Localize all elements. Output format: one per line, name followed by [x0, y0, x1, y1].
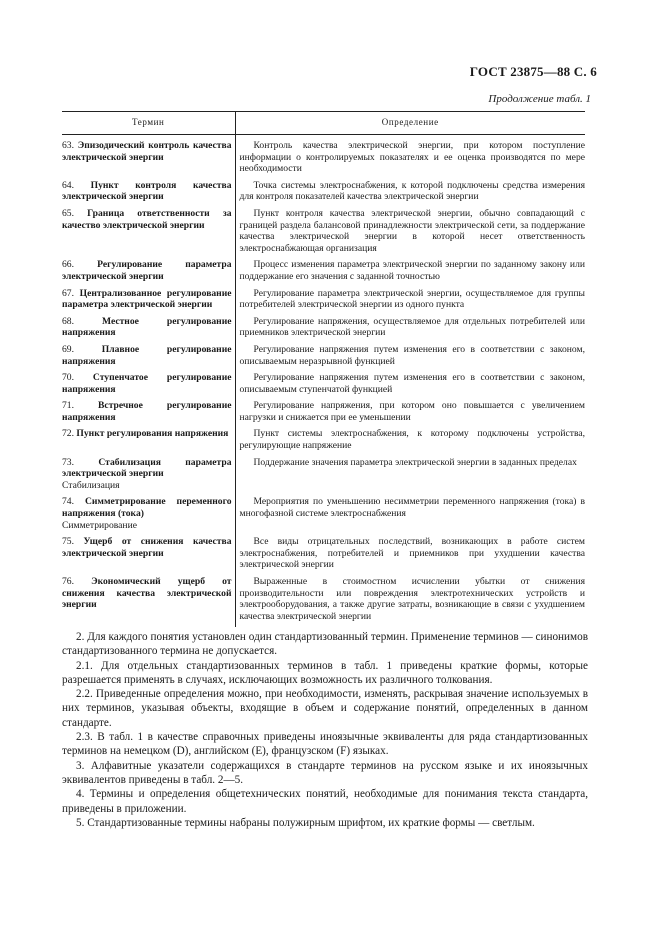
column-header-term: Термин	[62, 112, 235, 135]
term-number: 68.	[62, 315, 74, 327]
term-name: Симметрирование переменного напряжения (тока)	[62, 496, 232, 520]
note-paragraph: 2. Для каждого понятия установлен один стандартизованный термин. Применение терминов — синонимов стандартизованного термина не допускается.	[62, 631, 588, 658]
table-row	[62, 457, 585, 497]
definition-cell: Регулирование напряжения путем изменения его в соответствии с законом, описываемым неразрывной функцией	[239, 343, 585, 367]
term-cell	[62, 316, 235, 344]
definition-cell: Мероприятия по уменьшению несимметрии переменного напряжения (тока) в многофазной системе электроснабжения	[239, 496, 585, 520]
term-cell	[62, 288, 235, 316]
definition-cell: Регулирование напряжения, при котором оно повышается с увеличением нагрузки и снижается при ее уменьшении	[239, 400, 585, 423]
term-name: Централизованное регулирование параметра электрической энергии	[62, 287, 232, 311]
term-name: Стабилизация параметра электрической энергии	[62, 456, 232, 480]
term-number: 76.	[62, 576, 74, 587]
definition-cell: Регулирование напряжения путем изменения его в соответствии с законом, описываемым ступенчатой функцией	[239, 372, 585, 395]
term-number: 63.	[62, 140, 74, 151]
term-number: 67.	[62, 287, 74, 299]
definition-cell: Поддержание значения параметра электрической энергии в заданных пределах	[253, 456, 577, 468]
term-cell	[62, 208, 235, 259]
term-name: Местное регулирование напряжения	[62, 315, 232, 339]
table-row	[62, 400, 585, 428]
table-continuation-label: Продолжение табл. 1	[488, 93, 591, 105]
term-cell	[62, 135, 235, 180]
term-name: Встречное регулирование напряжения	[62, 400, 232, 423]
note-paragraph: 2.3. В табл. 1 в качестве справочных приведены иноязычные эквиваленты для ряда стандартизованных терминов на немецком (D), английском (E), французском (F) языках.	[62, 731, 588, 758]
term-short-form: Симметрирование	[62, 519, 137, 531]
table-row	[62, 288, 585, 316]
table-header-row	[62, 112, 585, 135]
definition-cell: Регулирование напряжения, осуществляемое для отдельных потребителей или приемников электрической энергии	[239, 315, 585, 339]
term-name: Регулирование параметра электрической энергии	[62, 259, 232, 282]
term-name: Пункт регулирования напряжения	[76, 428, 229, 440]
terms-table	[62, 111, 585, 627]
term-number: 73.	[62, 456, 74, 468]
term-name: Эпизодический контроль качества электрической энергии	[62, 140, 232, 163]
table-row	[62, 536, 585, 576]
definition-cell: Пункт системы электроснабжения, к которому подключены устройства, регулирующие напряжение	[239, 428, 585, 452]
table-row	[62, 180, 585, 208]
table-row	[62, 428, 585, 456]
term-cell	[62, 496, 235, 536]
definition-cell: Пункт контроля качества электрической энергии, обычно совпадающий с границей раздела балансовой принадлежности электрической сети, за поддержание качества электрической энергии в которой несет ответственность электроснабжающая организация	[239, 207, 585, 254]
table-row	[62, 344, 585, 372]
table-row	[62, 576, 585, 627]
table-row	[62, 259, 585, 287]
document-header: ГОСТ 23875—88 С. 6	[469, 64, 597, 79]
table-row	[62, 372, 585, 400]
table-row	[62, 135, 585, 180]
term-number: 70.	[62, 372, 74, 384]
term-cell	[62, 428, 235, 456]
definition-cell: Все виды отрицательных последствий, возникающих в работе систем электроснабжения, потребителей и приемников при ухудшении качества электрической энергии	[239, 536, 585, 571]
definition-cell: Процесс изменения параметра электрической энергии по заданному закону или поддержание его значения с заданной точностью	[239, 259, 585, 282]
term-number: 65.	[62, 207, 74, 219]
term-cell	[62, 457, 235, 497]
term-cell	[62, 259, 235, 287]
term-cell	[62, 536, 235, 576]
term-name: Ступенчатое регулирование напряжения	[62, 372, 232, 395]
note-paragraph: 4. Термины и определения общетехнических понятий, необходимые для понимания текста стандарта, приведены в приложении.	[62, 788, 588, 815]
column-header-definition: Определение	[235, 112, 585, 135]
terms-table-body	[62, 135, 585, 628]
term-number: 64.	[62, 179, 74, 191]
term-number: 66.	[62, 259, 74, 271]
definition-cell: Контроль качества электрической энергии, при котором поступление информации о контролируемых показателях и ее оценка производятся по мере необходимости	[239, 140, 585, 175]
definition-cell: Выраженные в стоимостном исчислении убытки от снижения производительности или повреждения электротехнических устройств и электрооборудования, а также другие затраты, возникающие в связи с ухудшением качества электрической энергии	[239, 576, 585, 622]
note-paragraph: 2.2. Приведенные определения можно, при необходимости, изменять, раскрывая значение используемых в них терминов, указывая объекты, входящие в объем и содержание понятий, определенных в данном стандарте.	[62, 688, 588, 729]
definition-cell: Точка системы электроснабжения, к которой подключены средства измерения для контроля показателей качества электрической энергии	[239, 179, 585, 203]
term-cell	[62, 372, 235, 400]
term-name: Ущерб от снижения качества электрической энергии	[62, 536, 232, 559]
table-row	[62, 496, 585, 536]
notes-section	[62, 630, 588, 830]
term-name: Плавное регулирование напряжения	[62, 343, 232, 367]
table-row	[62, 316, 585, 344]
table-row	[62, 208, 585, 259]
term-number: 69.	[62, 343, 74, 355]
term-number: 72.	[62, 428, 74, 440]
term-number: 74.	[62, 496, 74, 508]
note-paragraph: 3. Алфавитные указатели содержащихся в стандарте терминов на русском языке и их иноязычных эквивалентов приведены в табл. 2—5.	[62, 759, 588, 786]
term-cell	[62, 576, 235, 627]
term-name: Граница ответственности за качество электрической энергии	[62, 207, 232, 231]
note-paragraph: 2.1. Для отдельных стандартизованных терминов в табл. 1 приведены краткие формы, которые разрешается применять в случаях, исключающих возможность их различного толкования.	[62, 659, 588, 686]
term-number: 75.	[62, 536, 74, 548]
term-cell	[62, 400, 235, 428]
term-name: Экономический ущерб от снижения качества электрической энергии	[62, 576, 232, 611]
term-cell	[62, 180, 235, 208]
note-paragraph: 5. Стандартизованные термины набраны полужирным шрифтом, их краткие формы — светлым.	[76, 816, 535, 829]
term-cell	[62, 344, 235, 372]
term-short-form: Стабилизация	[62, 479, 120, 491]
definition-cell: Регулирование параметра электрической энергии, осуществляемое для группы потребителей электрической энергии из одного пункта	[239, 287, 585, 311]
term-number: 71.	[62, 400, 74, 412]
term-name: Пункт контроля качества электрической энергии	[62, 179, 232, 203]
